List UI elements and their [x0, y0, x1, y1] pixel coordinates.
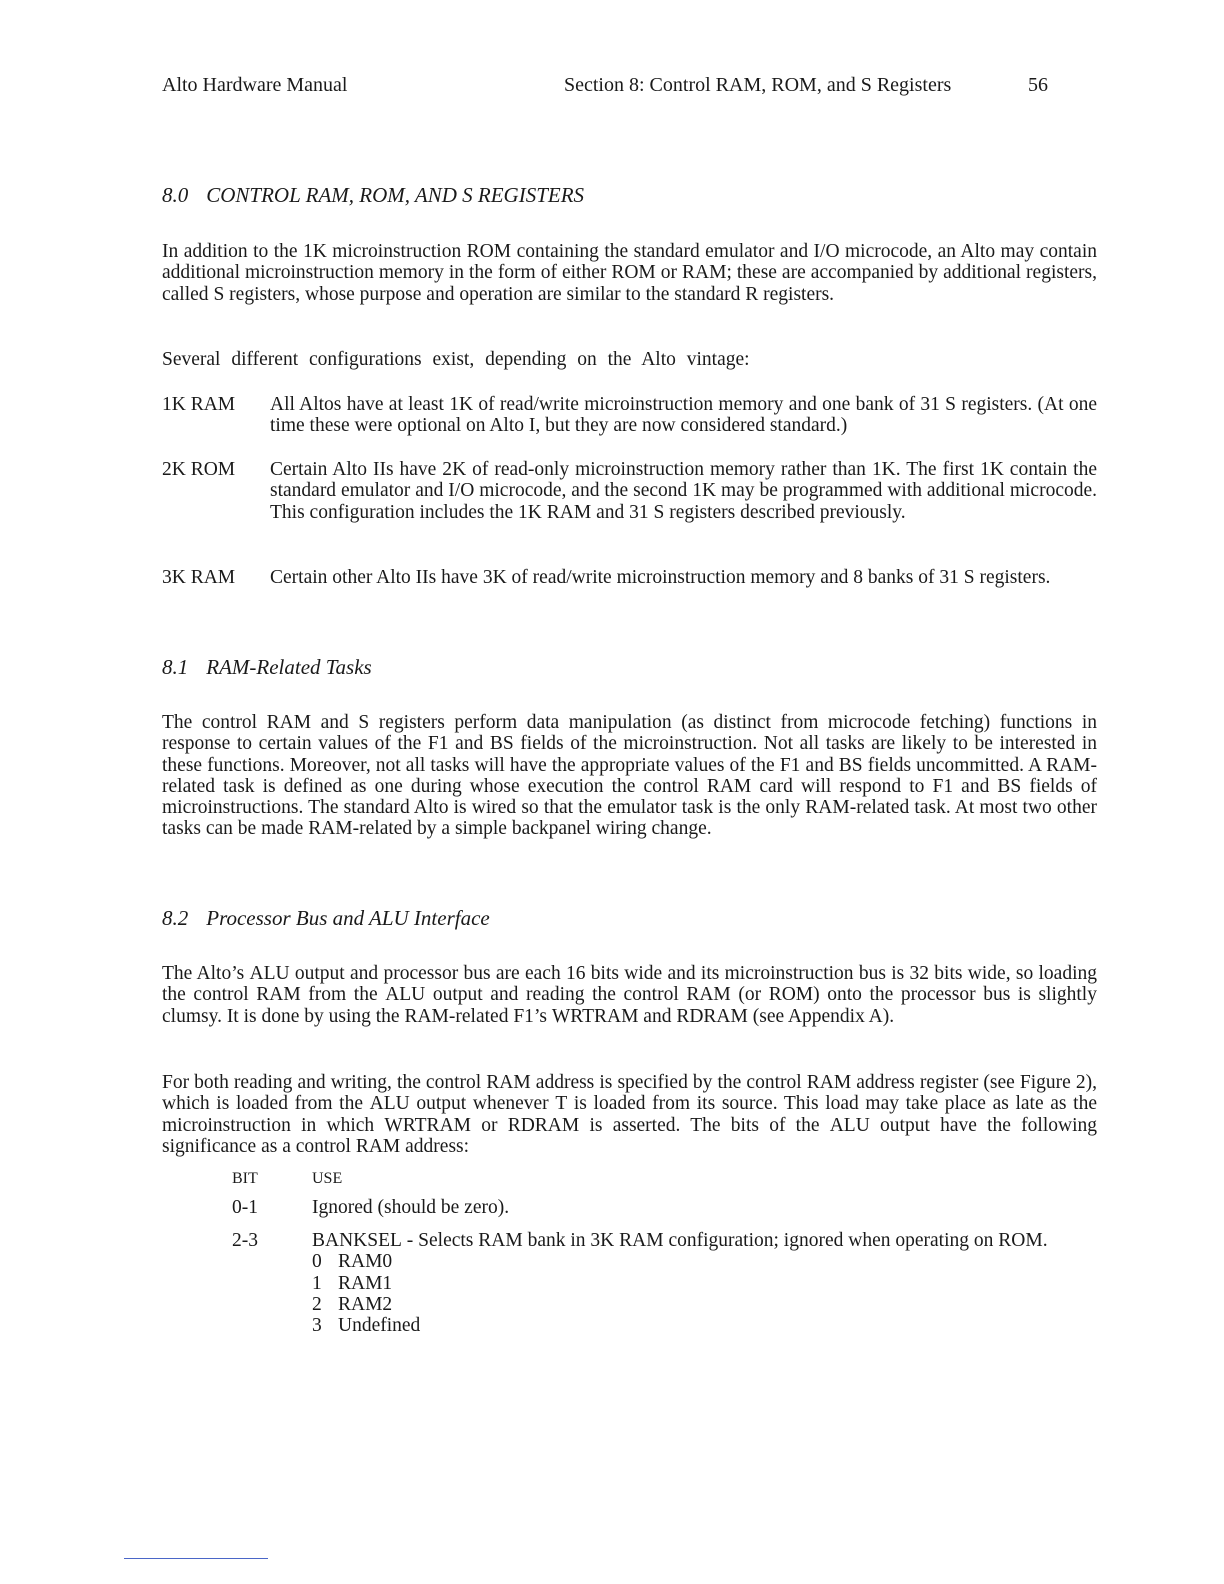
paragraph-intro: In addition to the 1K microinstruction ROM containing the standard emulator and I/O microcode, an Alto may contain additional microinstruction memory in the form of either ROM or RAM; these are accompanied by additional registers, called S registers, whose purpose and operation are similar to the standard R registers.: [162, 241, 1097, 305]
heading-8-2: 8.2 Processor Bus and ALU Interface: [162, 906, 490, 930]
paragraph-processor-bus: The Alto’s ALU output and processor bus are each 16 bits wide and its microinstruction bus is 32 bits wide, so loading the control RAM from the ALU output and reading the control RAM (or ROM) onto the processor bus is slightly clumsy. It is done by using the RAM-related F1’s WRTRAM and RDRAM (see Appendix A).: [162, 963, 1097, 1027]
config-term: 2K ROM: [162, 459, 236, 480]
config-description: Certain Alto IIs have 2K of read-only microinstruction memory rather than 1K. The first 1K contain the standard emulator and I/O microcode, and the second 1K may be programmed with additional microcode. This configuration includes the 1K RAM and 31 S registers described previously.: [270, 459, 1097, 523]
footnote-rule: [124, 1558, 268, 1559]
heading-8-0: 8.0 CONTROL RAM, ROM, AND S REGISTERS: [162, 183, 585, 207]
paragraph-ram-address: For both reading and writing, the control RAM address is specified by the control RAM address register (see Figure 2), which is loaded from the ALU output whenever T is loaded from its source. This load may take place as late as the microinstruction in which WRTRAM or RDRAM is asserted. The bits of the ALU output have the following significance as a control RAM address:: [162, 1072, 1098, 1157]
bit-cell: 0-1: [232, 1197, 258, 1218]
config-description: Certain other Alto IIs have 3K of read/write microinstruction memory and 8 banks of 31 S registers.: [270, 567, 1051, 588]
use-cell: Ignored (should be zero).: [312, 1197, 510, 1218]
banksel-description: BANKSEL - Selects RAM bank in 3K RAM configuration; ignored when operating on ROM.: [312, 1230, 1048, 1251]
config-term: 3K RAM: [162, 567, 236, 588]
config-term: 1K RAM: [162, 394, 236, 415]
bit-column-header: BIT: [232, 1170, 258, 1187]
banksel-value: 2 RAM2: [312, 1293, 393, 1315]
banksel-value: 3 Undefined: [312, 1315, 421, 1337]
paragraph-ram-related-tasks: The control RAM and S registers perform data manipulation (as distinct from microcode fetching) functions in response to certain values of the F1 and BS fields of the microinstruction. Not all tasks are likely to be interested in these functions. Moreover, not all tasks will have the appropriate values of the F1 and BS fields uncommitted. A RAM-related task is defined as one during whose execution the control RAM card will respond to F1 and BS fields of microinstructions. The standard Alto is wired so that the emulator task is the only RAM-related task. At most two other tasks can be made RAM-related by a simple backpanel wiring change.: [162, 712, 1098, 840]
bit-cell: 2-3: [232, 1230, 258, 1251]
paragraph-configurations: Several different configurations exist, depending on the Alto vintage:: [162, 349, 750, 370]
use-cell: [312, 1230, 1097, 1336]
config-description: All Altos have at least 1K of read/write microinstruction memory and one bank of 31 S registers. (At one time these were optional on Alto I, but they are now considered standard.): [270, 394, 1098, 437]
page-number: 56: [1028, 74, 1048, 96]
heading-8-1: 8.1 RAM-Related Tasks: [162, 655, 372, 679]
manual-title: Alto Hardware Manual: [162, 74, 348, 96]
running-header: [162, 74, 1048, 102]
banksel-value: 0 RAM0: [312, 1251, 393, 1273]
section-title: Section 8: Control RAM, ROM, and S Registers: [564, 74, 952, 96]
use-column-header: USE: [312, 1170, 343, 1187]
banksel-value: 1 RAM1: [312, 1272, 393, 1294]
